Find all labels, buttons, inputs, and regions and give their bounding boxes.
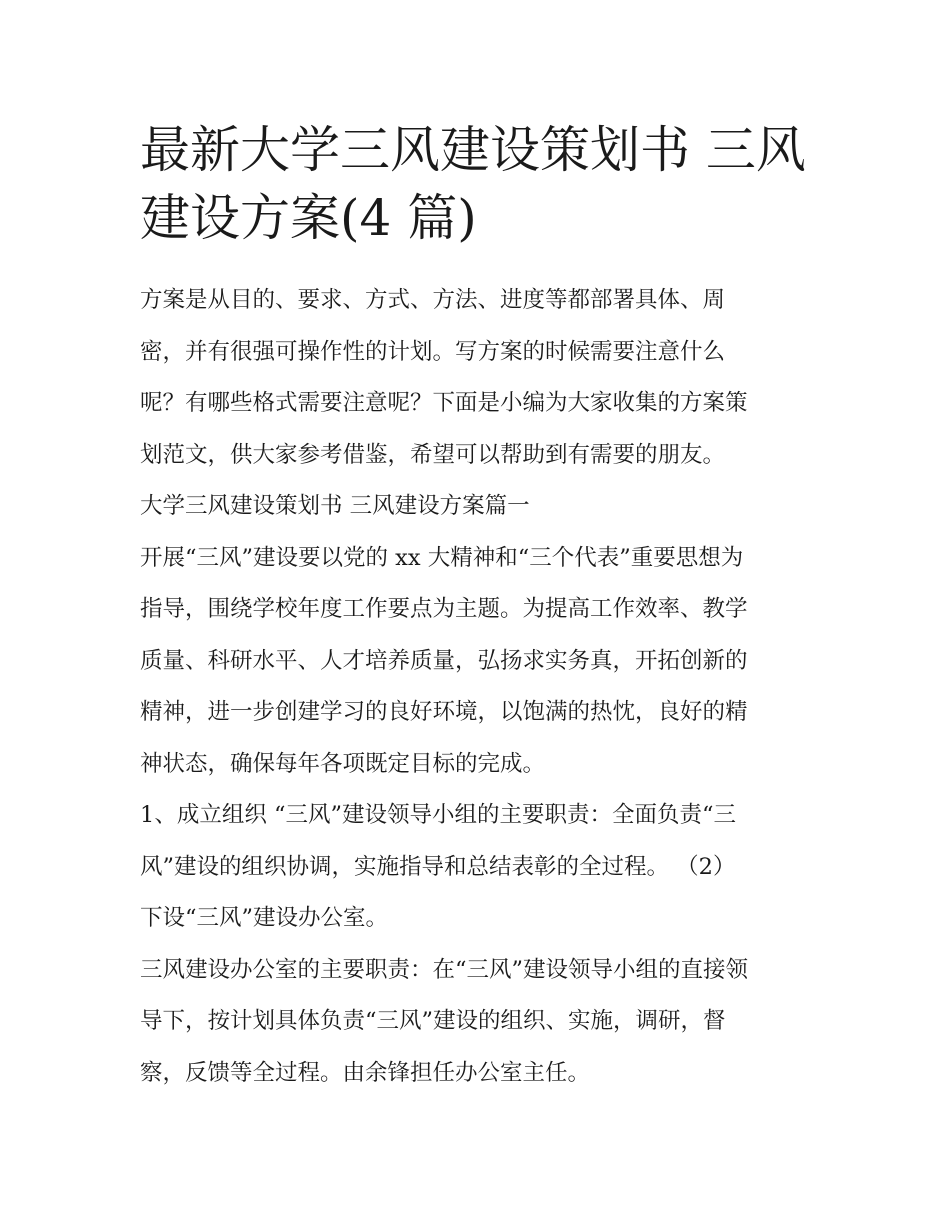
title-line-2: 建设方案(4 篇)	[140, 189, 477, 247]
body-line-16: 察，反馈等全过程。由余锋担任办公室主任。	[140, 1059, 591, 1086]
body-line-9: 精神，进一步创建学习的良好环境，以饱满的热忱，良好的精	[140, 699, 748, 725]
body-line-3: 呢？有哪些格式需要注意呢？下面是小编为大家收集的方案策	[140, 390, 748, 416]
body-line-7: 指导，围绕学校年度工作要点为主题。为提高工作效率、教学	[140, 596, 748, 622]
body-line-14: 三风建设办公室的主要职责：在“三风”建设领导小组的直接领	[140, 956, 749, 983]
body-line-2: 密，并有很强可操作性的计划。写方案的时候需要注意什么	[140, 338, 726, 365]
body-line-1: 方案是从目的、要求、方式、方法、进度等都部署具体、周	[140, 287, 726, 313]
body-line-6: 开展“三风”建设要以党的 xx 大精神和“三个代表”重要思想为	[140, 544, 744, 571]
title-line-1: 最新大学三风建设策划书 三风	[140, 121, 806, 179]
body-line-4: 划范文，供大家参考借鉴，希望可以帮助到有需要的朋友。	[140, 441, 726, 468]
document-body	[140, 279, 830, 1103]
body-line-8: 质量、科研水平、人才培养质量，弘扬求实务真，开拓创新的	[140, 647, 748, 674]
section-heading: 大学三风建设策划书 三风建设方案篇一	[140, 493, 530, 519]
body-line-12: 风”建设的组织协调，实施指导和总结表彰的全过程。 （2）	[140, 853, 736, 880]
body-line-10: 神状态，确保每年各项既定目标的完成。	[140, 750, 546, 777]
body-line-15: 导下，按计划具体负责“三风”建设的组织、实施，调研，督	[140, 1008, 726, 1034]
body-line-13: 下设“三风”建设办公室。	[140, 905, 389, 931]
body-line-11: 1、成立组织 “三风”建设领导小组的主要职责：全面负责“三	[140, 802, 736, 828]
document-title	[140, 116, 820, 252]
